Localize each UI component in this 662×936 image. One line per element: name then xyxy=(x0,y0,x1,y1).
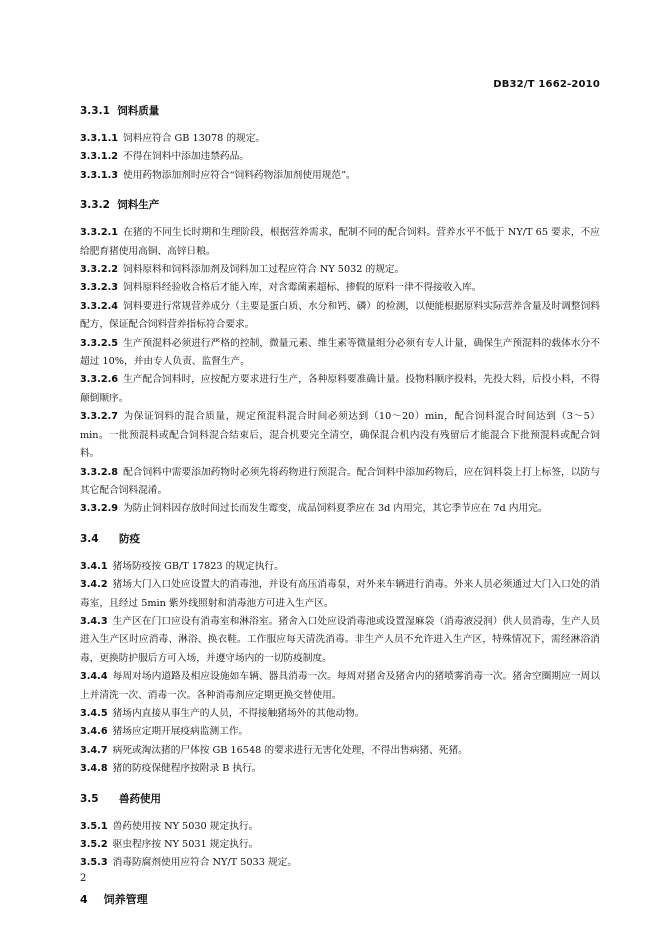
clause: 3.4.4 每周对场内道路及相应设施如车辆、器具消毒一次。每周对猪舍及猪舍内的猪喷雾消毒一次。猪舍空圈期应一周以上并清洗一次、消毒一次。各种消毒剂应定期更换交替使用。 xyxy=(80,671,600,701)
section-heading: 3.5 兽药使用 xyxy=(80,792,161,805)
clause: 3.4.7 病死或淘汰猪的尸体按 GB 16548 的要求进行无害化处理，不得出售病猪、死猪。 xyxy=(80,744,468,756)
clause: 3.3.2.2 饲料原料和饲料添加剂及饲料加工过程应符合 NY 5032 的规定。 xyxy=(80,264,405,276)
clause: 3.3.2.1 在猪的不同生长时期和生理阶段，根据营养需求，配制不同的配合饲料。营养水平不低于 NY/T 65 要求，不应给肥育猪使用高铜、高锌日粮。 xyxy=(80,227,600,257)
document-body xyxy=(80,102,600,909)
clause: 3.3.1.1 饲料应符合 GB 13078 的规定。 xyxy=(80,133,266,144)
clause: 3.4.6 猪场应定期开展疫病监测工作。 xyxy=(80,726,249,738)
clause: 3.3.1.2 不得在饲料中添加违禁药品。 xyxy=(80,151,249,163)
section-heading: 3.3.2 饲料生产 xyxy=(80,199,160,212)
clause: 3.3.1.3 使用药物添加剂时应符合“饲料药物添加剂使用规范”。 xyxy=(80,169,356,181)
chapter-heading: 4 饲养管理 xyxy=(80,892,148,906)
clause: 3.4.1 猪场防疫按 GB/T 17823 的规定执行。 xyxy=(80,560,284,572)
clause: 3.3.2.7 为保证饲料的混合质量，规定预混料混合时间必须达到（10～20）min，配合饲料混合时间达到（3～5）min。一批预混料或配合饲料混合结束后，混合机要完全清空，确保混合机内没有残留后才能混合下批预混料或配合饲料。 xyxy=(80,411,600,460)
clause: 3.4.5 猪场内直接从事生产的人员，不得接触猪场外的其他动物。 xyxy=(80,707,365,719)
clause: 3.3.2.5 生产预混料必须进行严格的控制，微量元素、维生素等微量组分必须有专人计量，确保生产预混料的载体水分不超过 10%，并由专人负责、监督生产。 xyxy=(80,337,600,368)
standard-code: DB32/T 1662-2010 xyxy=(493,79,600,90)
section-heading: 3.3.1 饲料质量 xyxy=(80,105,160,117)
clause: 3.4.2 猪场大门入口处应设置大的消毒池，并设有高压消毒泵，对外来车辆进行消毒。外来人员必须通过大门入口处的消毒室，且经过 5min 紫外线照射和消毒池方可进入生产区。 xyxy=(80,579,600,609)
clause: 3.4.3 生产区在门口应设有消毒室和淋浴室。猪舍入口处应设消毒池或设置湿麻袋（消毒液浸润）供人员消毒，生产人员进入生产区时应消毒、淋浴、换衣鞋。工作服应每天清洗消毒。非生产人员不允许进入生产区，特殊情况下，需经淋浴消毒，更换防护服后方可入场，并遵守场内的一切防疫制度。 xyxy=(80,615,600,664)
clause: 3.4.8 猪的防疫保健程序按附录 B 执行。 xyxy=(80,763,262,775)
clause: 3.5.2 驱虫程序按 NY 5031 规定执行。 xyxy=(80,839,259,850)
section-heading: 3.4 防疫 xyxy=(80,532,140,545)
clause: 3.5.3 消毒防腐剂使用应符合 NY/T 5033 规定。 xyxy=(80,857,298,869)
clause: 3.3.2.6 生产配合饲料时，应按配方要求进行生产，各种原料要准确计量。投物料顺序投料，先投大料，后投小料，不得颠倒顺序。 xyxy=(80,374,600,404)
clause: 3.3.2.8 配合饲料中需要添加药物时必须先将药物进行预混合。配合饲料中添加药物后，应在饲料袋上打上标签，以防与其它配合饲料混淆。 xyxy=(80,466,600,496)
clause: 3.3.2.3 饲料原料经验收合格后才能入库，对含霉菌素超标、掺假的原料一律不得接收入库。 xyxy=(80,282,482,294)
page-number: 2 xyxy=(80,873,87,884)
clause: 3.3.2.4 饲料要进行常规营养成分（主要是蛋白质、水分和钙、磷）的检测，以便能根据原料实际营养含量及时调整饲料配方，保证配合饲料营养指标符合要求。 xyxy=(80,300,600,331)
clause: 3.5.1 兽药使用按 NY 5030 规定执行。 xyxy=(80,820,259,832)
clause: 3.3.2.9 为防止饲料因存放时间过长而发生霉变，成品饲料夏季应在 3d 内用完，其它季节应在 7d 内用完。 xyxy=(80,503,548,515)
